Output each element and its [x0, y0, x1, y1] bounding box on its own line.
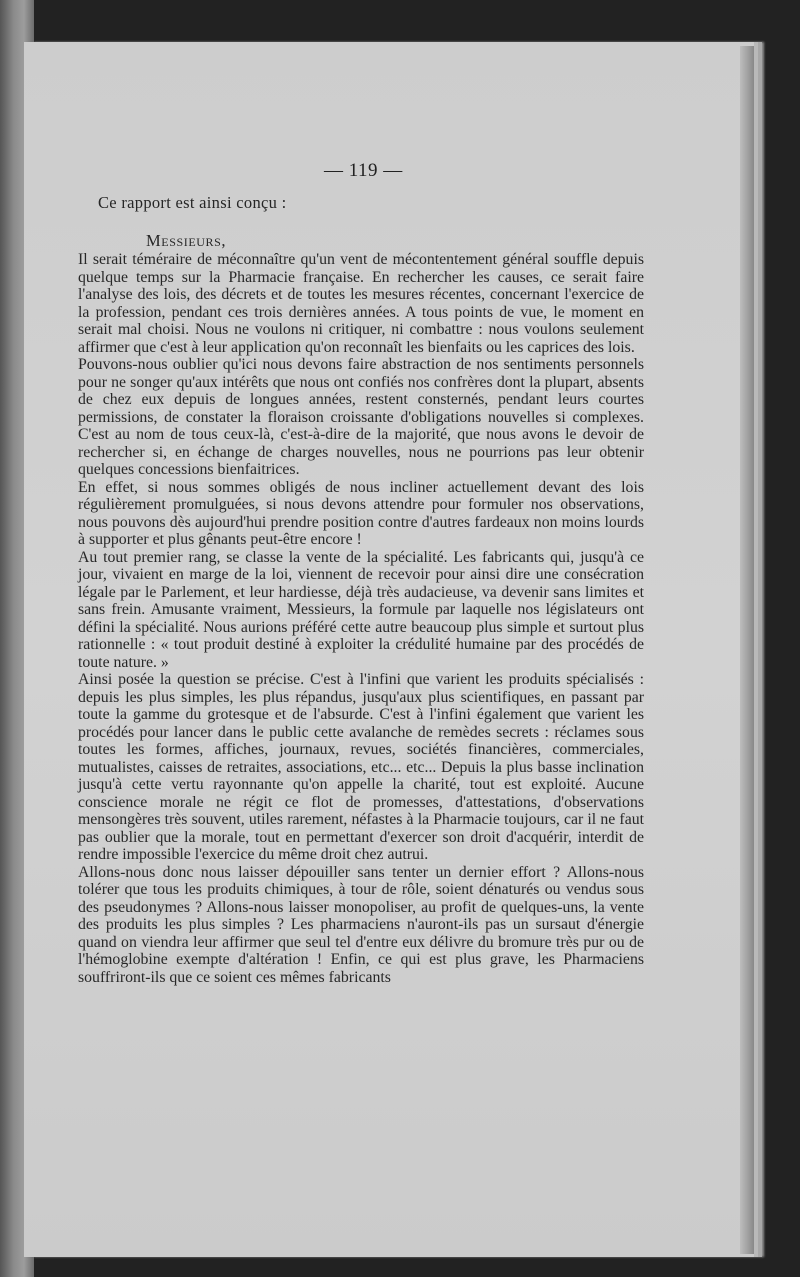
paragraph-3: En effet, si nous sommes obligés de nous incliner actuellement devant des lois régulièrement promulguées, si nous devons attendre pour formuler nos observations, nous pouvons dès aujourd'hui prendre position contre d'autres fardeaux non moins lourds à supporter et plus gênants peut-être encore ! — [78, 478, 644, 548]
page-edge — [740, 46, 754, 1254]
page-number: — 119 — — [324, 160, 403, 181]
paragraph-4: Au tout premier rang, se classe la vente de la spécialité. Les fabricants qui, jusqu'à ce jour, vivaient en marge de la loi, viennent de recevoir pour ainsi dire une consécration légale par le Parlement, et leur hardiesse, déjà très audacieuse, va devenir sans limites et sans frein. Amusante vraiment, Messieurs, la formule par laquelle nos législateurs ont défini la spécialité. Nous aurions préféré cette autre beaucoup plus simple et surtout plus rationnelle : « tout produit destiné à exploiter la crédulité humaine par des procédés de toute nature. » — [78, 548, 644, 671]
paragraph-5: Ainsi posée la question se précise. C'est à l'infini que varient les produits spécialisés : depuis les plus simples, les plus répandus, jusqu'aux plus scientifiques, en passant par toute la gamme du grotesque et de l'absurde. C'est à l'infini également que varient les procédés pour lancer dans le public cette avalanche de remèdes secrets : réclames sous toutes les formes, affiches, journaux, revues, sociétés financières, commerciales, mutualistes, caisses de retraites, associations, etc... etc... Depuis la plus basse inclination jusqu'à cette vertu rayonnante qu'on appelle la charité, tout est exploité. Aucune conscience morale ne régit ce flot de promesses, d'attestations, d'observations mensongères très souvent, utiles rarement, néfastes à la Pharmacie toujours, car il ne faut pas oublier que la morale, tout en permettant d'exercer son droit d'acquérir, interdit de rendre impossible l'exercice du même droit chez autrui. — [78, 671, 644, 863]
paragraph-6: Allons-nous donc nous laisser dépouiller sans tenter un dernier effort ? Allons-nous tolérer que tous les produits chimiques, à tour de rôle, soient dénaturés ou vendus sous des pseudonymes ? Allons-nous laisser monopoliser, au profit de quelques-uns, la vente des produits les plus simples ? Les pharmaciens n'auront-ils pas un sursaut d'énergie quand on viendra leur affirmer que seul tel d'entre eux délivre du bromure très pur ou de l'hémoglobine exempte d'altération ! Enfin, ce qui est plus grave, les Pharmaciens souffriront-ils que ce soient ces mêmes fabricants — [78, 863, 644, 986]
paragraph-2: Pouvons-nous oublier qu'ici nous devons faire abstraction de nos sentiments personnels pour ne songer qu'aux intérêts que nous ont confiés nos confrères dont la plupart, absents de chez eux depuis de longues années, restent consternés, pendant leurs courtes permissions, de constater la floraison croissante d'obligations nouvelles si complexes. C'est au nom de tous ceux-là, c'est-à-dire de la majorité, que nous avons le devoir de rechercher si, en échange de charges nouvelles, nous ne pourrions pas leur obtenir quelques concessions bienfaitrices. — [78, 356, 644, 478]
intro-line: Ce rapport est ainsi conçu : — [98, 193, 287, 212]
paragraph-1: Il serait téméraire de méconnaître qu'un vent de mécontentement général souffle depuis quelque temps sur la Pharmacie française. En rechercher les causes, ce serait faire l'analyse des lois, des décrets et de toutes les mesures récentes, concernant l'exercice de la profession, pendant ces trois dernières années. A tous points de vue, le moment en serait mal choisi. Nous ne voulons ni critiquer, ni combattre : nous voulons seulement affirmer que c'est à leur application qu'on reconnaît les bienfaits ou les caprices des lois. — [78, 251, 644, 356]
body-text — [78, 251, 644, 986]
salutation: Messieurs, — [146, 231, 227, 250]
